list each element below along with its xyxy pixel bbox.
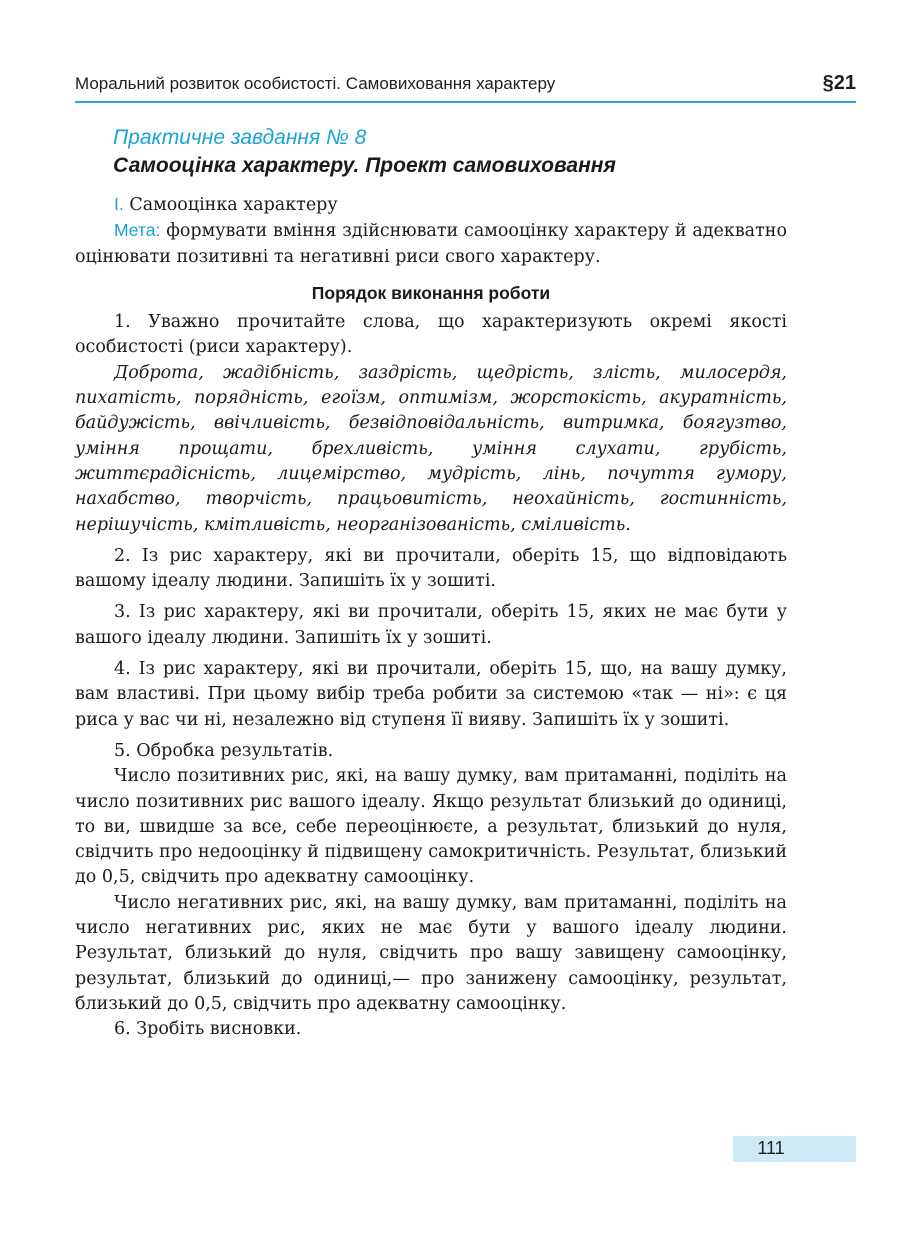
part-heading: [75, 192, 787, 218]
step-3: 3. Із рис характеру, які ви прочитали, оберіть 15, яких не має бути у вашого ідеалу людини. Запишіть їх у зошиті.: [75, 602, 787, 648]
step-2: 2. Із рис характеру, які ви прочитали, оберіть 15, що відповідають вашому ідеалу людини. Запишіть їх у зошиті.: [75, 545, 787, 592]
part-title: Самооцінка характеру: [129, 195, 338, 215]
goal-text: формувати вміння здійснювати самооцінку характеру й адекватно оцінювати позитивні та негативні риси свого характеру.: [75, 221, 787, 267]
step-5: 5. Обробка результатів.: [114, 740, 334, 761]
running-header: [75, 72, 856, 98]
header-rule: [75, 101, 856, 103]
running-title: Моральний розвиток особистості. Самовиховання характеру: [75, 74, 556, 93]
step-5-paragraph-2: Число негативних рис, які, на вашу думку, вам притаманні, поділіть на число негативних рис, яких не має бути у вашого ідеалу людини. Результат, близький до нуля, свідчить про вашу завищену самооцінку, результат, близький до одиниці,— про занижену самооцінку, результат, близький до 0,5, свідчить про адекватну самооцінку.: [75, 892, 787, 1014]
step-5-paragraph-1: Число позитивних рис, які, на вашу думку, вам притаманні, поділіть на число позитивних рис вашого ідеалу. Якщо результат близький до одиниці, то ви, швидше за все, себе переоцінюєте, а результат, близький до нуля, свідчить про недооцінку й підвищену самокритичність. Результат, близький до 0,5, свідчить про адекватну самооцінку.: [75, 766, 787, 888]
goal-label: Мета:: [114, 220, 161, 241]
page-number-box: [733, 1136, 856, 1162]
part-numeral: I.: [114, 194, 124, 214]
section-number: §21: [822, 72, 856, 94]
procedure-heading: Порядок виконання роботи: [311, 282, 551, 303]
step-6: 6. Зробіть висновки.: [114, 1019, 302, 1040]
step-1: 1. Уважно прочитайте слова, що характеризують окремі якості особистості (риси характеру).: [75, 312, 787, 358]
task-label: Практичне завдання № 8: [113, 126, 367, 149]
goal-paragraph: [75, 218, 787, 270]
traits-list: Доброта, жадібність, заздрість, щедрість, злість, милосердя, пихатість, порядність, егоїзм, оптимізм, жорстокість, акуратність, байдужість, ввічливість, безвідповідальність, витримка, боягузтво, уміння прощати, брехливість, уміння слухати, грубість, життєрадісність, лицемірство, мудрість, лінь, почуття гумору, нахабство, творчість, працьовитість, неохайність, гостинність, нерішучість, кмітливість, неорганізованість, сміливість.: [75, 362, 787, 535]
task-title: Самооцінка характеру. Проект самовиховання: [113, 154, 616, 177]
page-number: 111: [757, 1138, 785, 1158]
page-body: [75, 192, 787, 1043]
step-4: 4. Із рис характеру, які ви прочитали, оберіть 15, що, на вашу думку, вам властиві. При цьому вибір треба робити за системою «так — ні»: є ця риса у вас чи ні, незалежно від ступеня її вияву. Запишіть їх у зошиті.: [75, 659, 787, 730]
